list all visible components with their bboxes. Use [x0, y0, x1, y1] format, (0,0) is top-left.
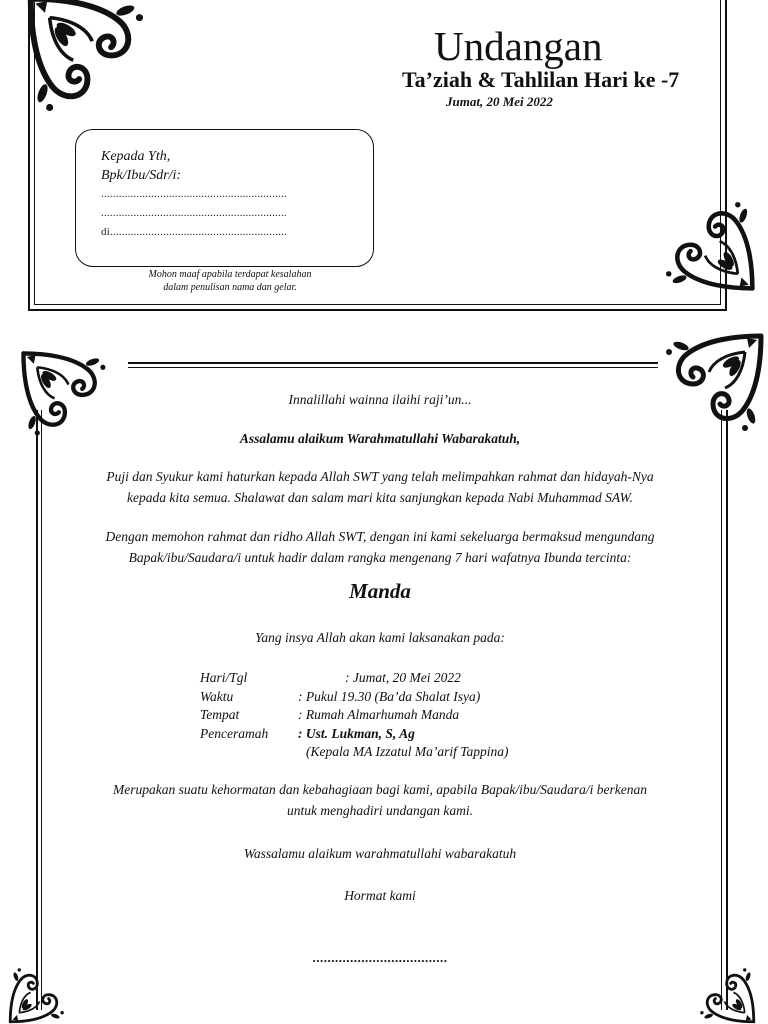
event-intro: Yang insya Allah akan kami laksanakan pada: — [255, 630, 505, 645]
deceased-name: Manda — [349, 579, 411, 603]
detail-value: : Ust. Lukman, S, Ag — [298, 725, 415, 741]
detail-value: (Kepala MA Izzatul Ma’arif Tappina) — [306, 744, 509, 759]
paragraph-line: kepada kita semua. Shalawat dan salam mari kita sanjungkan kepada Nabi Muhammad SAW. — [127, 490, 633, 505]
address-box — [75, 129, 374, 267]
paragraph-line: Merupakan suatu kehormatan dan kebahagiaan bagi kami, apabila Bapak/ibu/Saudara/i berkenan — [113, 782, 647, 797]
invitation-date: Jumat, 20 Mei 2022 — [446, 94, 553, 109]
paragraph-line: Puji dan Syukur kami haturkan kepada Allah SWT yang telah melimpahkan rahmat dan hidayah-Nya — [106, 469, 654, 484]
sign-off: Hormat kami — [344, 888, 416, 903]
flourish-ornament-icon — [4, 962, 74, 1024]
detail-value: : Pukul 19.30 (Ba’da Shalat Isya) — [298, 688, 481, 704]
paragraph-line: Dengan memohon rahmat dan ridho Allah SWT, dengan ini kami sekeluarga bermaksud mengundang — [105, 529, 655, 544]
opening-phrase: Innalillahi wainna ilaihi raji’un... — [288, 392, 472, 407]
letter-border-left — [36, 410, 38, 1010]
paragraph-line: Bapak/ibu/Saudara/i untuk hadir dalam rangka mengenang 7 hari wafatnya Ibunda tercinta: — [128, 550, 632, 565]
detail-label: Tempat — [200, 707, 240, 722]
signature-line: .................................... — [312, 950, 448, 965]
address-label: Kepada Yth, — [101, 149, 171, 164]
apology-note-line: Mohon maaf apabila terdapat kesalahan — [148, 269, 312, 280]
detail-label: Waktu — [200, 688, 234, 704]
detail-value: : Rumah Almarhumah Manda — [298, 707, 460, 722]
recipient-name-line: ............................................................... — [101, 207, 287, 219]
detail-value: : Jumat, 20 Mei 2022 — [345, 670, 461, 685]
recipient-name-line: ............................................................... — [101, 188, 287, 200]
apology-note — [130, 268, 330, 294]
apology-note-line: dalam penulisan nama dan gelar. — [163, 282, 297, 293]
flourish-ornament-icon — [656, 192, 756, 292]
recipient-label: Bpk/Ibu/Sdr/i: — [101, 168, 182, 183]
paragraph-closing — [40, 779, 720, 821]
letter-border-top — [128, 362, 658, 364]
letter-border-top — [128, 367, 658, 368]
detail-label: Penceramah — [200, 725, 269, 741]
flourish-ornament-icon — [26, 0, 156, 124]
closing-greeting: Wassalamu alaikum warahmatullahi wabarakatuh — [243, 846, 517, 861]
letter-border-right — [721, 410, 722, 1010]
paragraph-line: untuk menghadiri undangan kami. — [287, 803, 473, 818]
greeting: Assalamu alaikum Warahmatullahi Wabarakatuh, — [239, 431, 521, 446]
invitation-title: Undangan — [434, 23, 603, 69]
paragraph-gratitude — [40, 466, 720, 508]
flourish-ornament-icon — [655, 332, 765, 442]
detail-label: Hari/Tgl — [200, 670, 248, 685]
invitation-subtitle: Ta’ziah & Tahlilan Hari ke -7 — [402, 67, 680, 92]
letter-border-right — [726, 410, 728, 1010]
flourish-ornament-icon — [690, 962, 760, 1024]
recipient-location-line: di............................................................ — [101, 226, 287, 238]
paragraph-invitation — [40, 526, 720, 568]
